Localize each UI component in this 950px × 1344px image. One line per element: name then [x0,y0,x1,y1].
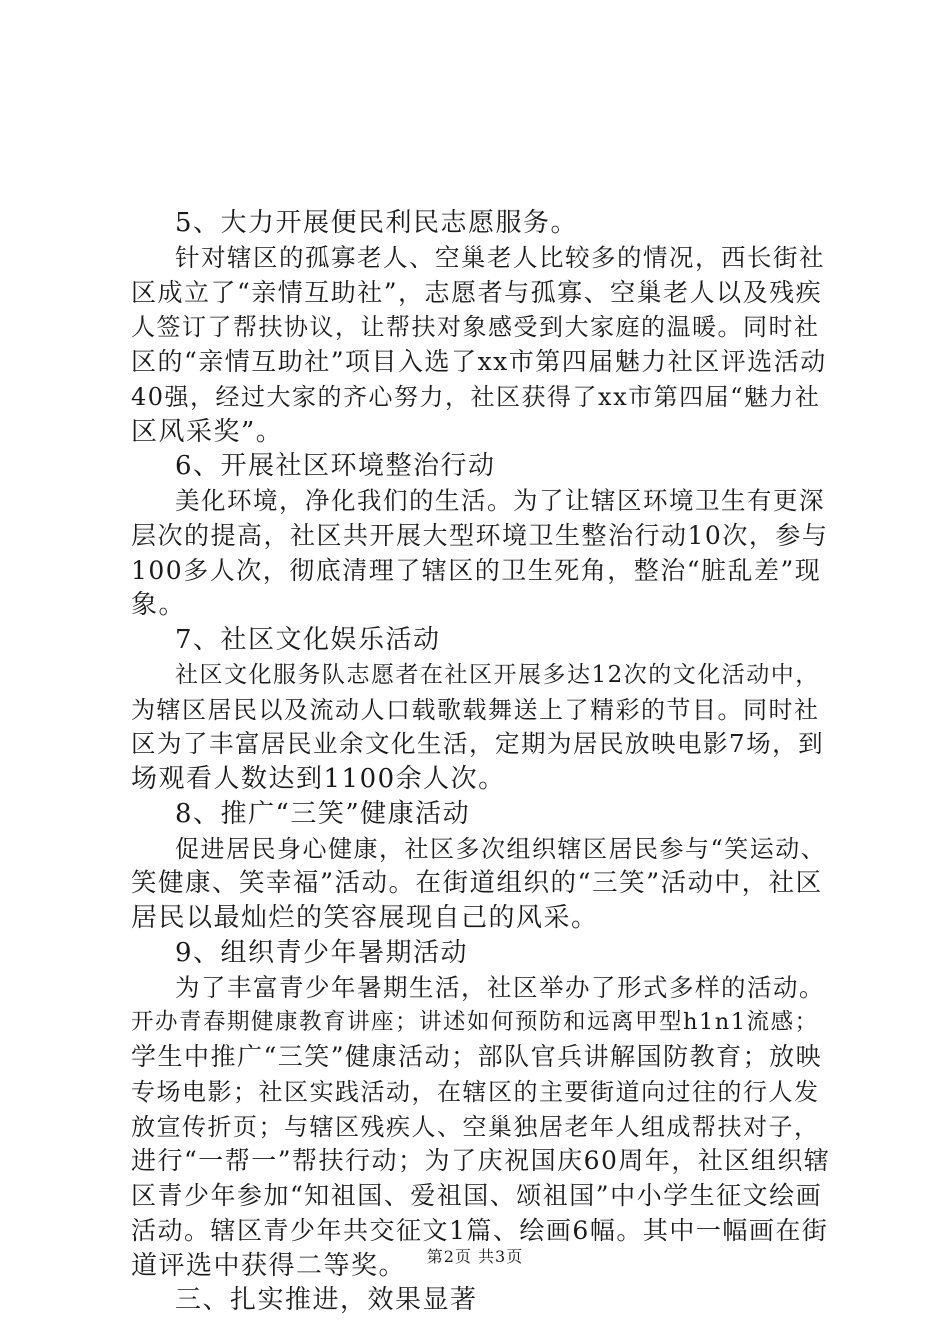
text-line: 9、组织青少年暑期活动 [175,937,469,968]
page-footer: 第2页 共3页 [426,1247,524,1266]
text-line: 学生中推广“三笑”健康活动；部队官兵讲解国防教育；放映 [131,1042,823,1071]
text-line: 开办青春期健康教育讲座；讲述如何预防和远离甲型h1n1流感； [131,1009,819,1036]
text-line: 活动。辖区青少年共交征文1篇、绘画6幅。其中一幅画在街 [131,1215,829,1245]
text-line: 8、推广“三笑”健康活动 [175,798,471,829]
text-line: 笑健康、笑幸福”活动。在街道组织的“三笑”活动中，社区 [131,868,823,899]
text-line: 区为了丰富居民业余文化生活，定期为居民放映电影7场，到 [131,729,825,759]
text-line: 区成立了“亲情互助社”，志愿者与孤寡、空巢老人以及残疾 [131,277,823,307]
text-line: 为了丰富青少年暑期生活，社区举办了形式多样的活动。 [175,972,825,1002]
text-line: 7、社区文化娱乐活动 [175,625,441,655]
text-line: 区风采奖”。 [131,416,284,447]
text-line: 人签订了帮扶协议，让帮扶对象感受到大家庭的温暖。同时社 [131,313,820,342]
text-line: 区的“亲情互助社”项目入选了xx市第四届魅力社区评选活动 [131,347,827,376]
text-line: 放宣传折页；与辖区残疾人、空巢独居老年人组成帮扶对子， [131,1112,820,1141]
text-line: 象。 [131,590,187,621]
text-line: 进行“一帮一”帮扶行动；为了庆祝国庆60周年，社区组织辖 [131,1146,831,1176]
text-line: 区青少年参加“知祖国、爱祖国、颂祖国”中小学生征文绘画 [131,1181,823,1210]
text-line: 100多人次，彻底清理了辖区的卫生死角，整治“脏乱差”现 [131,555,822,585]
document-body [131,206,831,1318]
text-line: 美化环境，净化我们的生活。为了让辖区环境卫生有更深 [175,486,825,515]
text-line: 为辖区居民以及流动人口载歌载舞送上了精彩的节目。同时社 [131,695,820,724]
text-line: 6、开展社区环境整治行动 [175,451,496,482]
text-line: 促进居民身心健康，社区多次组织辖区居民参与“笑运动、 [175,834,827,863]
text-line: 道评选中获得二等奖。 [131,1250,407,1281]
text-line: 居民以最灿烂的笑容展现自己的风采。 [131,903,599,933]
text-line: 社区文化服务队志愿者在社区开展多达12次的文化活动中， [175,661,820,688]
text-line: 40强，经过大家的齐心努力，社区获得了xx市第四届“魅力社 [131,382,821,411]
text-line: 层次的提高，社区共开展大型环境卫生整治行动10次，参与 [131,520,829,550]
text-line: 场观看人数达到1100余人次。 [131,764,506,794]
text-line: 专场电影；社区实践活动，在辖区的主要街道向过往的行人发 [131,1077,820,1106]
text-line: 5、大力开展便民利民志愿服务。 [175,208,579,238]
text-line: 针对辖区的孤寡老人、空巢老人比较多的情况，西长街社 [175,242,825,272]
text-line: 三、扎实推进，效果显著 [175,1285,478,1316]
